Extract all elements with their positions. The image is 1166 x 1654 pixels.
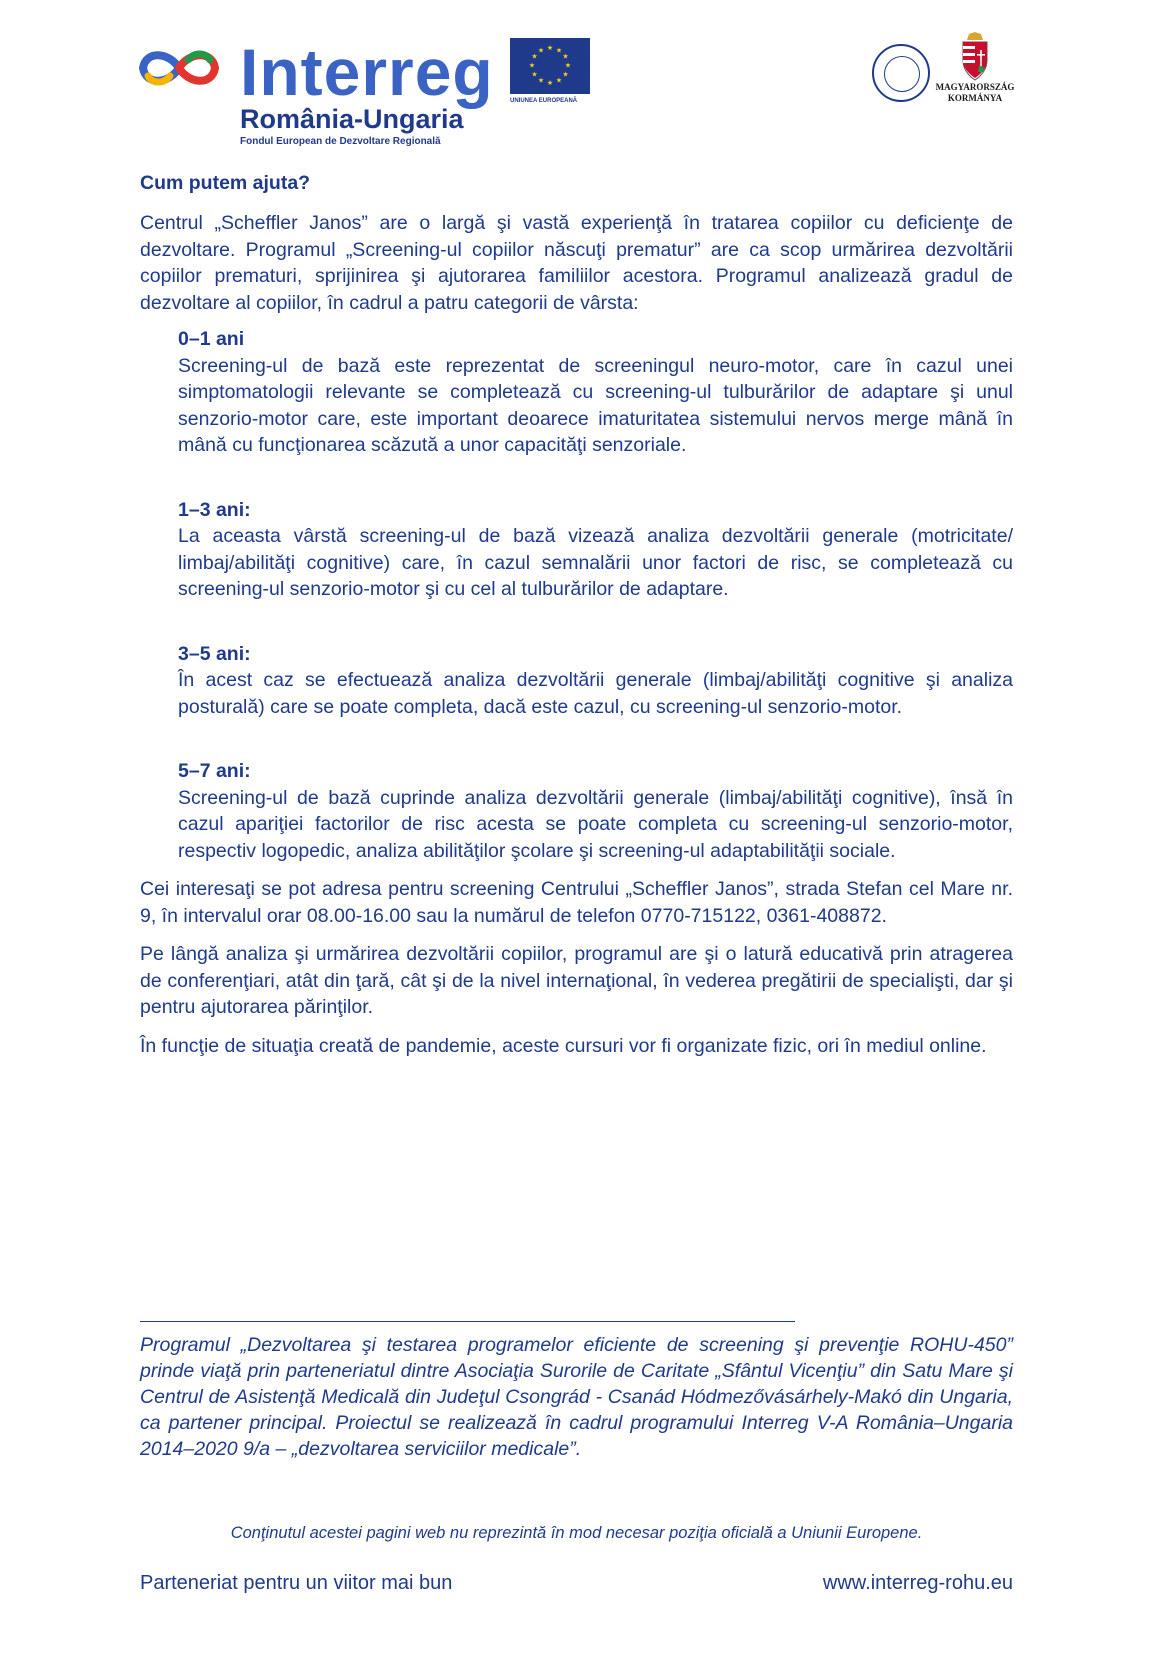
gov-label: MAGYARORSZÁG KORMÁNYA (935, 82, 1015, 103)
eu-label: UNIUNEA EUROPEANĂ (510, 98, 578, 104)
category-label: 3–5 ani: (178, 642, 251, 665)
category-text: Screening-ul de bază este reprezentat de screeningul neuro-motor, care în cazul unei simptomatologii relevante se completează cu screening-ul tulburărilor de adaptare şi unul senzorio-motor care, este important deoarece imaturitatea sistemului nervos merge mână în mână cu funcţionarea scăzută a unor capacităţi senzoriale. (178, 354, 1013, 456)
page-header (140, 30, 1015, 150)
contact-paragraph: Cei interesaţi se pot adresa pentru screening Centrului „Scheffler Janos”, strada Stefan cel Mare nr. 9, în intervalul orar 08.00-16.00 sau la numărul de telefon 0770-715122, 0361-408872. (140, 878, 1013, 927)
page-title: Cum putem ajuta? (140, 172, 311, 194)
svg-text:★: ★ (564, 61, 572, 70)
svg-text:★: ★ (555, 76, 563, 85)
category-text: La aceasta vârstă screening-ul de bază vizează analiza dezvoltării generale (motricitate/ limbaj/abilităţi cognitive) care, în cazul semnalării unor factori de risc, se completează cu screening-ul senzorio-motor şi cu cel al tulburărilor de adaptare. (178, 525, 1013, 600)
project-footnote: Programul „Dezvoltarea şi testarea programelor eficiente de screening şi prevenţie ROHU-450” prinde viaţă prin parteneriatul dintre Asociaţia Surorile de Caritate „Sfântul Vicenţiu” din Satu Mare şi Centrul de Asistenţă Medicală din Judeţul Csongrád - Csanád Hódmezővásárhely-Makó din Ungaria, ca partener principal. Proiectul se realizează în cadrul programului Interreg V-A România–Ungaria 2014–2020 9/a – „dezvoltarea serviciilor medicale”. (140, 1334, 1013, 1460)
svg-text:★: ★ (546, 44, 554, 52)
category-text: Screening-ul de bază cuprinde analiza dezvoltării generale (limbaj/abilităţi cognitive), însă în cazul apariţiei factorilor de risc acesta se poate completa cu screening-ul senzorio-motor, respectiv logopedic, analiza abilităţilor şcolare şi screening-ul adaptabilităţii sociale. (178, 786, 1013, 862)
svg-text:★: ★ (531, 52, 538, 61)
category-label: 5–7 ani: (178, 760, 251, 782)
svg-text:★: ★ (531, 70, 538, 79)
category-label: 1–3 ani: (178, 498, 251, 521)
partner-seal-icon (872, 44, 930, 102)
category-5-7 (178, 758, 1013, 864)
logo-name: Interreg (240, 35, 494, 109)
category-label: 0–1 ani (178, 328, 245, 350)
svg-text:★: ★ (562, 52, 569, 61)
svg-text:★: ★ (528, 61, 536, 70)
svg-text:★: ★ (562, 70, 569, 79)
svg-text:★: ★ (555, 46, 563, 55)
footnote-divider (140, 1321, 795, 1322)
eu-flag-icon (510, 38, 590, 94)
category-1-3 (178, 497, 1013, 603)
footer-slogan: Parteneriat pentru un viitor mai bun (140, 1572, 453, 1594)
category-3-5 (178, 641, 1013, 721)
infinity-icon (136, 46, 222, 90)
pandemic-paragraph: În funcţie de situaţia creată de pandemie, aceste cursuri vor fi organizate fizic, ori în mediul online. (140, 1034, 987, 1057)
intro-paragraph: Centrul „Scheffler Janos” are o largă şi vastă experienţă în tratarea copiilor cu deficienţe de dezvoltare. Programul „Screening-ul copiilor născuţi prematur” are ca scop urmărirea dezvoltării copiilor prematuri, sprijinirea şi ajutorarea familiilor acestora. Programul analizează gradul de dezvoltare al copiilor, în cadrul a patru categorii de vârsta: (140, 212, 1013, 314)
education-paragraph: Pe lângă analiza şi urmărirea dezvoltării copiilor, programul are şi o latură educativă prin atragerea de conferenţiari, atât din ţară, cât şi de la nivel internaţional, în vederea pregătirii de specialişti, dar şi pentru ajutorarea părinţilor. (140, 943, 1013, 1018)
logo-region: România-Ungaria (240, 104, 464, 134)
footer-website-link[interactable]: www.interreg-rohu.eu (822, 1572, 1013, 1594)
eu-disclaimer: Conţinutul acestei pagini web nu reprezintă în mod necesar poziţia oficială a Uniunii Europene. (230, 1524, 923, 1542)
category-0-1 (178, 326, 1013, 459)
logo-fund: Fondul European de Dezvoltare Regională (240, 136, 441, 147)
category-text: În acest caz se efectuează analiza dezvoltării generale (limbaj/abilităţi cognitive şi analiza posturală) care se poate completa, dacă este cazul, cu screening-ul senzorio-motor. (178, 669, 1013, 718)
svg-text:★: ★ (546, 79, 554, 87)
main-content (140, 170, 1013, 1059)
svg-text:★: ★ (537, 46, 545, 55)
svg-text:★: ★ (537, 76, 545, 85)
